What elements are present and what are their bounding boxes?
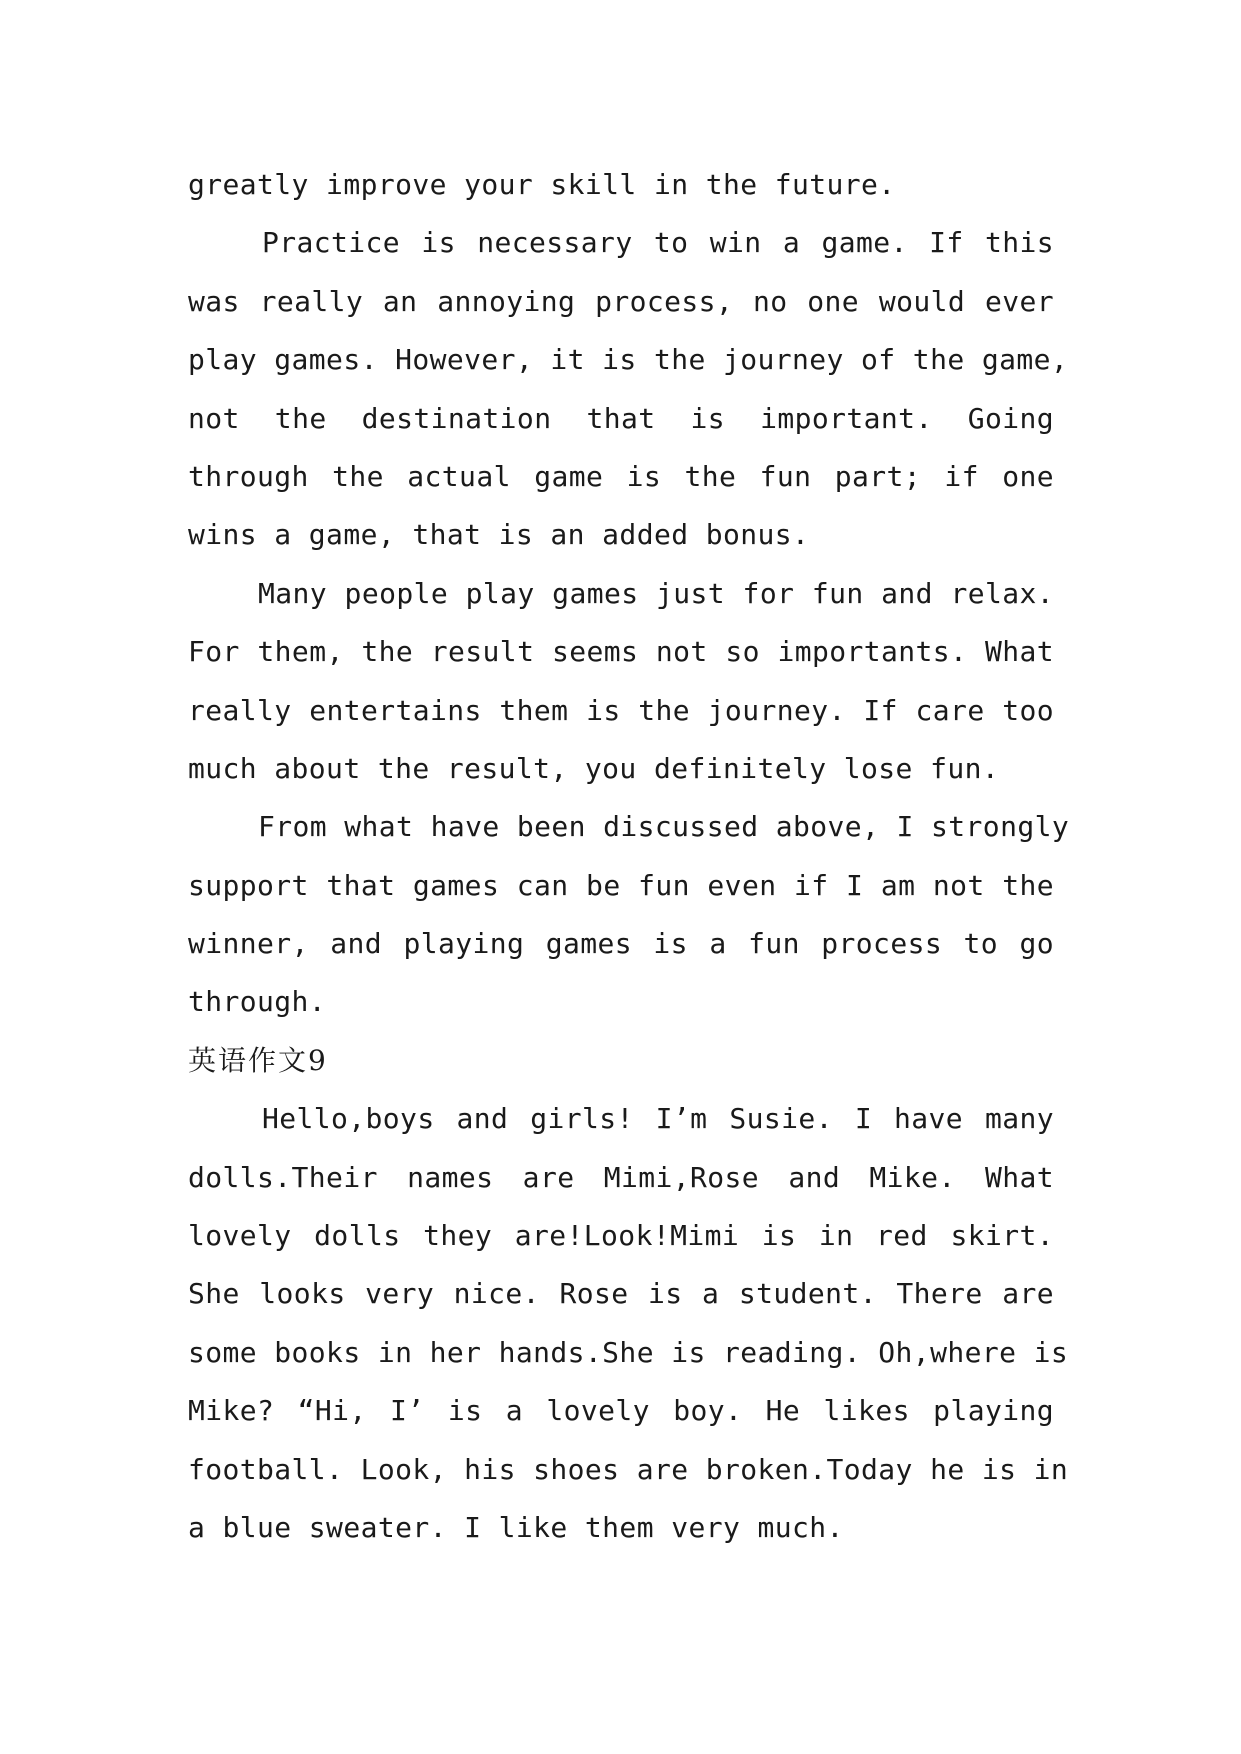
paragraph-conclusion (188, 798, 1070, 1032)
text-line: Many people play games just for fun and relax. (258, 576, 1054, 610)
text-line: through. (188, 985, 327, 1019)
text-line: some books in her hands.She is reading. Oh,where is (188, 1335, 1069, 1369)
text-line: From what have been discussed above, I strongly (258, 810, 1070, 844)
text-line: winner, and playing games is a fun process to go (188, 927, 1054, 961)
text-line: really entertains them is the journey. If care too (188, 693, 1054, 727)
text-line: much about the result, you definitely lose fun. (188, 751, 1000, 785)
text-line: dolls.Their names are Mimi,Rose and Mike. What (188, 1160, 1054, 1194)
text-line: play games. However, it is the journey of the game, (188, 343, 1069, 377)
text-line: a blue sweater. I like them very much. (188, 1510, 844, 1544)
text-line: through the actual game is the fun part; if one (188, 459, 1054, 493)
paragraph-dolls (188, 1090, 1069, 1557)
paragraph-continuation (188, 156, 1054, 214)
text-line: greatly improve your skill in the future. (188, 168, 896, 201)
text-line: Practice is necessary to win a game. If this (262, 226, 1054, 260)
paragraph-many-people (188, 565, 1054, 799)
text-line: not the destination that is important. Going (188, 401, 1054, 435)
text-line: support that games can be fun even if I am not the (188, 868, 1054, 902)
text-line: lovely dolls they are!Look!Mimi is in red skirt. (188, 1219, 1054, 1253)
text-line: was really an annoying process, no one would ever (188, 284, 1054, 318)
text-line: Mike? “Hi, I’ is a lovely boy. He likes playing (188, 1394, 1054, 1428)
section-heading: 英语作文9 (188, 1043, 328, 1077)
text-line: For them, the result seems not so importants. What (188, 635, 1054, 669)
text-line: She looks very nice. Rose is a student. There are (188, 1277, 1054, 1311)
text-line: Hello,boys and girls! I’m Susie. I have many (262, 1102, 1054, 1136)
text-line: football. Look, his shoes are broken.Today he is in (188, 1452, 1069, 1486)
text-line: wins a game, that is an added bonus. (188, 518, 810, 552)
document-page (188, 156, 1070, 1557)
paragraph-practice (188, 214, 1069, 564)
